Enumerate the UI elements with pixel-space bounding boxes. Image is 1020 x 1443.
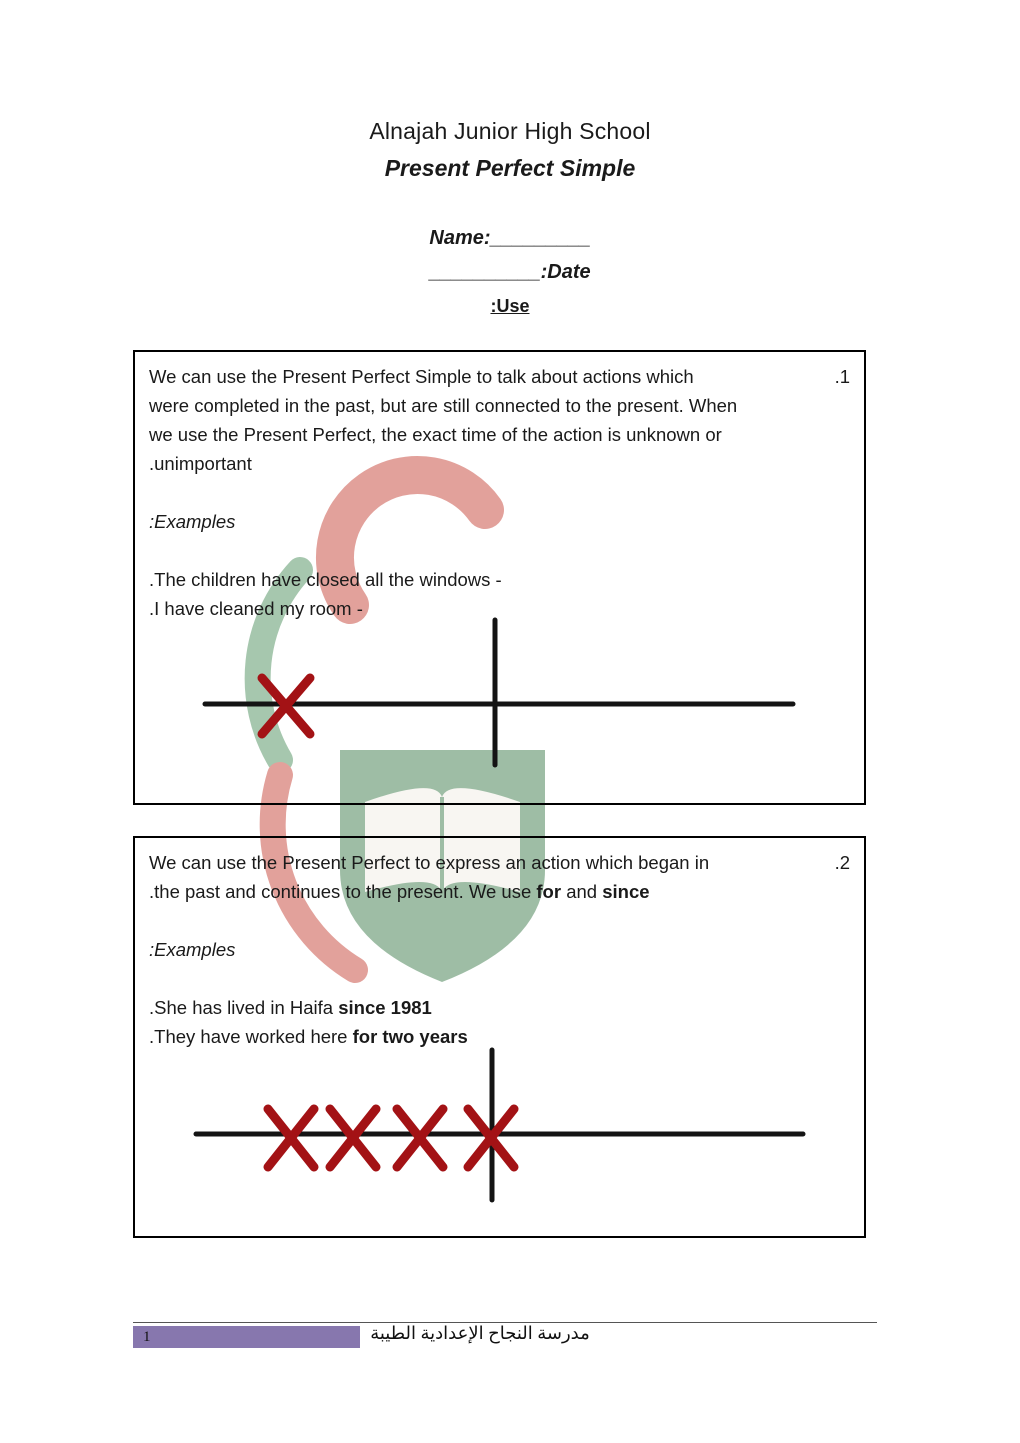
rule-2-box: [133, 836, 866, 1238]
past-action-x-mark: [262, 678, 310, 734]
rule-1-text: We can use the Present Perfect Simple to talk about actions which: [149, 366, 694, 387]
repeated-action-x-mark: [468, 1109, 514, 1167]
document-title: Present Perfect Simple: [384, 155, 636, 181]
example-text: .They have worked here: [149, 1026, 353, 1047]
school-name: Alnajah Junior High School: [369, 118, 651, 144]
example-sentence: .I have cleaned my room -: [149, 598, 363, 619]
repeated-action-x-mark: [397, 1109, 443, 1167]
keyword-for-two-years: for two years: [352, 1026, 468, 1047]
example-sentence: .The children have closed all the windows -: [149, 569, 502, 590]
rule-1-line-2: were completed in the past, but are still connected to the present. When: [149, 395, 738, 416]
rule-2-text: We can use the Present Perfect to express an action which began in: [149, 852, 710, 873]
use-heading: :Use: [490, 296, 530, 316]
rule-2-text: .the past and continues to the present. We use: [149, 881, 537, 902]
example-sentence: [149, 993, 850, 1022]
rule-2-text: and: [561, 881, 603, 902]
example-text: .She has lived in Haifa: [149, 997, 339, 1018]
rule-1-box: [133, 350, 866, 805]
rule-1-number: .1: [834, 366, 850, 387]
rule-2-line-2: [149, 877, 850, 906]
keyword-since-1981: since 1981: [338, 997, 432, 1018]
rule-2-line-1: [149, 848, 850, 877]
keyword-since: since: [602, 881, 650, 902]
spacer: [149, 906, 850, 935]
name-field-line: Name:_________: [429, 227, 591, 249]
repeated-action-x-mark: [330, 1109, 376, 1167]
repeated-action-x-mark: [268, 1109, 314, 1167]
page-number: 1: [143, 1329, 151, 1345]
spacer: [149, 964, 850, 993]
date-field-line: __________:Date: [429, 261, 591, 283]
rule-1-line-1: [149, 362, 850, 391]
keyword-for: for: [536, 881, 562, 902]
rule-1-line-4: .unimportant: [149, 453, 252, 474]
rule-1-line-3: we use the Present Perfect, the exact time of the action is unknown or: [149, 424, 722, 445]
school-name-arabic: مدرسة النجاح الإعدادية الطيبة: [370, 1323, 590, 1343]
examples-heading-2: :Examples: [149, 939, 236, 960]
example-sentence: [149, 1022, 850, 1051]
examples-heading-1: :Examples: [149, 511, 236, 532]
rule-2-number: .2: [834, 852, 850, 873]
spacer: [149, 478, 850, 507]
spacer: [149, 536, 850, 565]
